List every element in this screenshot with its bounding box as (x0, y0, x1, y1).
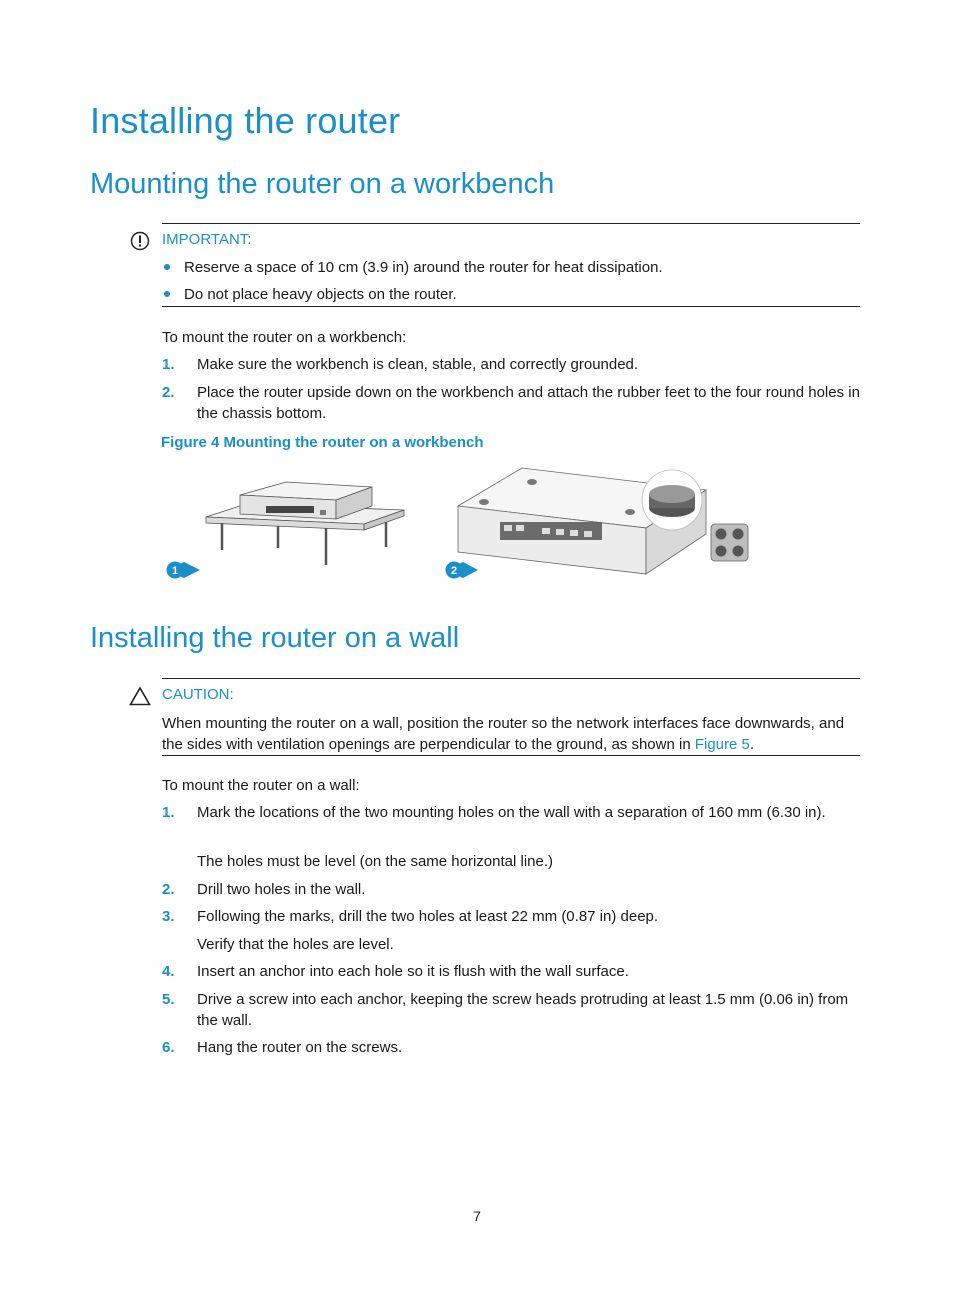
wall-intro: To mount the router on a wall: (162, 777, 360, 794)
workbench-intro: To mount the router on a workbench: (162, 329, 407, 346)
step-text: Drill two holes in the wall. (197, 881, 366, 898)
wall-step (162, 1037, 860, 1058)
step-number: 5. (162, 991, 175, 1008)
bullet-dot (164, 291, 170, 297)
step-note: Verify that the holes are level. (197, 936, 394, 953)
step-number: 1. (162, 804, 175, 821)
step-text: Drive a screw into each anchor, keeping the screw heads protruding at least 1.5 mm (0.06 in) from the wall. (197, 991, 849, 1029)
figure-5-link[interactable]: Figure 5 (694, 736, 750, 753)
chapter-title: Installing the router (90, 100, 401, 141)
step-text: Insert an anchor into each hole so it is flush with the wall surface. (197, 963, 629, 980)
caution-bottom-rule (162, 755, 860, 756)
important-bullet-text: Do not place heavy objects on the router. (184, 286, 457, 303)
caution-text (162, 713, 860, 755)
workbench-step (162, 354, 860, 375)
caution-top-rule (162, 678, 860, 679)
caution-label: CAUTION: (162, 686, 234, 703)
svg-text:1: 1 (171, 565, 179, 577)
step-number: 2. (162, 881, 175, 898)
workbench-step (162, 382, 860, 424)
section-title-wall: Installing the router on a wall (90, 622, 460, 654)
important-top-rule (162, 223, 860, 224)
wall-step (162, 906, 860, 927)
figure-caption: Figure 4 Mounting the router on a workbench (161, 434, 484, 451)
step-number: 2. (162, 384, 175, 401)
step-number: 6. (162, 1039, 175, 1056)
step-text: Make sure the workbench is clean, stable, and correctly grounded. (197, 356, 639, 373)
step-text: Place the router upside down on the workbench and attach the rubber feet to the four round holes in the chassis bottom. (197, 384, 860, 422)
step-text: Mark the locations of the two mounting holes on the wall with a separation of 160 mm (6.30 in). (197, 804, 826, 821)
important-label: IMPORTANT: (162, 231, 252, 248)
important-bottom-rule (162, 306, 860, 307)
exclamation-circle-icon (130, 231, 150, 251)
step-number: 1. (162, 356, 175, 373)
workbench-mounting-illustration (160, 462, 760, 587)
callout-2 (445, 562, 478, 579)
caution-text-end: . (749, 736, 755, 753)
section-title-workbench: Mounting the router on a workbench (90, 168, 555, 200)
upside-down-router-illustration (458, 468, 748, 574)
important-bullet (164, 286, 457, 303)
wall-step (162, 879, 860, 900)
step-note: The holes must be level (on the same horizontal line.) (197, 853, 554, 870)
caution-text-body: When mounting the router on a wall, position the router so the network interfaces face downwards, and the sides with ventilation openings are perpendicular to the ground, as shown in (162, 715, 845, 753)
important-bullet (164, 259, 663, 276)
bullet-dot (164, 264, 170, 270)
router-on-table-illustration (206, 482, 404, 565)
step-text: Hang the router on the screws. (197, 1039, 403, 1056)
step-number: 4. (162, 963, 175, 980)
wall-step (162, 961, 860, 982)
warning-triangle-icon (129, 686, 151, 706)
page-number: 7 (473, 1208, 481, 1224)
important-bullet-text: Reserve a space of 10 cm (3.9 in) around the router for heat dissipation. (184, 259, 663, 276)
callout-1 (166, 562, 200, 579)
step-text: Following the marks, drill the two holes at least 22 mm (0.87 in) deep. (197, 908, 659, 925)
step-number: 3. (162, 908, 175, 925)
svg-text:2: 2 (450, 565, 458, 577)
wall-step (162, 802, 860, 823)
wall-step (162, 989, 860, 1031)
